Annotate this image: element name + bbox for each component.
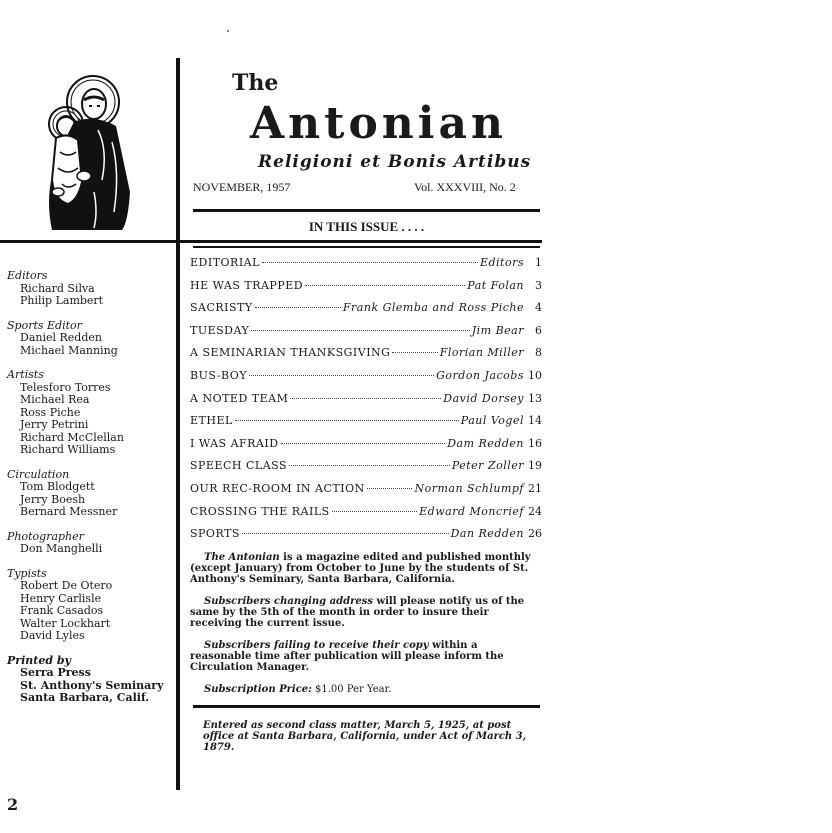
issue-rule-top [193, 209, 540, 212]
leader-dots [255, 307, 341, 308]
staff-name: Walter Lockhart [20, 616, 111, 630]
toc-page: 24 [528, 504, 542, 518]
toc-title: HE WAS TRAPPED [190, 278, 304, 292]
leader-dots [305, 285, 465, 286]
staff-role: Artists [7, 368, 44, 381]
note-emphasis: Subscription Price: [204, 684, 312, 695]
toc-author: Dan Redden [450, 527, 524, 541]
staff-sidebar [7, 270, 172, 717]
toc-author: Edward Moncrief [419, 504, 524, 518]
staff-name: Ross Piche [20, 405, 81, 419]
speck [227, 30, 229, 32]
note-text: will please notify us of the same by the 5th of the month in order to insure their receiving the current issue. [190, 596, 525, 629]
toc-title: I WAS AFRAID [190, 436, 279, 450]
toc-author: Dam Redden [447, 436, 524, 450]
staff-role: Sports Editor [7, 318, 82, 332]
staff-name: Philip Lambert [20, 294, 104, 307]
staff-name: David Lyles [20, 629, 85, 642]
leader-dots [290, 398, 441, 399]
staff-name: Daniel Redden [20, 331, 102, 344]
toc-author: Frank Glemba and Ross Piche [342, 301, 524, 315]
toc-entry [190, 482, 542, 505]
staff-name: Bernard Messner [20, 505, 118, 518]
toc-entry [190, 505, 542, 528]
entry-notice: Entered as second class matter, March 5, 1925, at post office at Santa Barbara, California, under Act of March 3, 1879. [203, 720, 527, 753]
toc-entry [190, 346, 542, 369]
staff-role: Photographer [7, 529, 84, 543]
staff-name: Richard McClellan [20, 430, 124, 444]
staff-role: Circulation [7, 467, 70, 481]
toc-page: 4 [535, 301, 542, 315]
staff-group-editors [7, 270, 172, 308]
note-missing-copy [190, 640, 542, 673]
toc-entry [190, 437, 542, 460]
staff-name: Richard Williams [20, 443, 116, 456]
masthead-motto: Religioni et Bonis Artibus [258, 152, 532, 172]
toc-author: Jim Bear [471, 323, 524, 337]
staff-name: St. Anthony's Seminary [20, 678, 164, 692]
toc-title: BUS-BOY [190, 368, 248, 382]
staff-name: Frank Casados [20, 604, 104, 617]
masthead-title: Antonian [250, 98, 508, 149]
toc-entry [190, 301, 542, 324]
note-text: is a magazine edited and published monthly (except January) from October to June by the students of St. Anthony's Seminary, Santa Barbara, California. [190, 552, 531, 585]
toc-page: 13 [528, 391, 542, 405]
toc-title: TUESDAY [190, 323, 250, 337]
staff-name: Robert De Otero [20, 579, 113, 592]
leader-dots [251, 330, 469, 331]
toc-title: SPEECH CLASS [190, 459, 288, 473]
staff-name: Jerry Petrini [20, 418, 89, 431]
toc-page: 16 [528, 436, 542, 450]
leader-dots [281, 443, 446, 444]
toc-title: SPORTS [190, 527, 240, 541]
toc-page: 21 [528, 481, 542, 495]
toc-page: 8 [535, 346, 542, 360]
table-of-contents [190, 256, 542, 550]
vertical-divider [176, 58, 180, 790]
toc-author: Editors [479, 256, 524, 269]
staff-role: Editors [7, 269, 48, 282]
issue-volume: Vol. XXXVIII, No. 2 [414, 180, 516, 194]
toc-page: 26 [528, 527, 542, 541]
staff-name: Richard Silva [20, 281, 95, 295]
toc-page: 3 [535, 278, 542, 292]
toc-title: A NOTED TEAM [190, 391, 289, 405]
staff-name: Michael Manning [20, 343, 118, 357]
leader-dots [367, 488, 413, 489]
staff-name: Don Manghelli [20, 542, 103, 555]
toc-entry [190, 256, 542, 279]
toc-title: SACRISTY [190, 301, 253, 315]
leader-dots [262, 262, 478, 263]
toc-page: 1 [535, 256, 542, 269]
masthead-the: The [232, 70, 279, 96]
note-price [190, 684, 542, 695]
toc-entry [190, 414, 542, 437]
note-emphasis: Subscribers changing address [204, 596, 374, 607]
staff-group-sports [7, 320, 172, 358]
publication-notes [190, 552, 542, 706]
toc-page: 19 [528, 459, 542, 473]
staff-name: Henry Carlisle [20, 591, 102, 605]
toc-author: David Dorsey [443, 391, 524, 405]
page-number: 2 [7, 795, 19, 814]
staff-group-artists [7, 369, 172, 457]
note-emphasis: Subscribers failing to receive their copy [204, 640, 429, 651]
toc-page: 14 [528, 414, 542, 428]
note-address [190, 596, 542, 629]
toc-entry [190, 324, 542, 347]
leader-dots [249, 375, 434, 376]
staff-name: Santa Barbara, Calif. [20, 691, 150, 704]
leader-dots [235, 420, 459, 421]
staff-name: Jerry Boesh [20, 492, 86, 506]
toc-author: Pat Folan [467, 278, 524, 292]
note-text: within a reasonable time after publication will please inform the Circulation Manager. [190, 640, 504, 673]
leader-dots [392, 352, 437, 353]
toc-author: Paul Vogel [460, 414, 524, 428]
staff-group-printer [7, 655, 172, 705]
in-this-issue-heading: IN THIS ISSUE . . . . [308, 219, 425, 234]
note-emphasis: The Antonian [204, 552, 280, 563]
staff-name: Michael Rea [20, 393, 90, 406]
toc-page: 10 [528, 368, 542, 382]
toc-title: EDITORIAL [190, 256, 260, 269]
leader-dots [289, 465, 450, 466]
toc-entry [190, 392, 542, 415]
staff-name: Serra Press [20, 666, 91, 679]
toc-title: ETHEL [190, 414, 233, 428]
toc-entry [190, 527, 542, 550]
horizontal-divider [0, 240, 542, 243]
toc-entry [190, 369, 542, 392]
note-text: $1.00 Per Year. [311, 684, 392, 695]
toc-author: Gordon Jacobs [436, 368, 524, 382]
staff-name: Tom Blodgett [20, 480, 95, 493]
toc-page: 6 [535, 323, 542, 337]
staff-role: Printed by [7, 653, 71, 667]
toc-author: Peter Zoller [451, 459, 524, 473]
toc-author: Florian Miller [439, 346, 524, 360]
toc-title: CROSSING THE RAILS [190, 504, 330, 518]
staff-name: Telesforo Torres [20, 380, 111, 394]
issue-date: NOVEMBER, 1957 [193, 180, 291, 194]
staff-role: Typists [7, 566, 47, 580]
saint-anthony-illustration [38, 72, 138, 232]
staff-group-photographer [7, 531, 172, 556]
staff-group-circulation [7, 469, 172, 519]
leader-dots [242, 533, 449, 534]
toc-entry [190, 279, 542, 302]
toc-title: A SEMINARIAN THANKSGIVING [190, 346, 391, 360]
toc-entry [190, 459, 542, 482]
toc-title: OUR REC-ROOM IN ACTION [190, 481, 365, 495]
toc-author: Norman Schlumpf [414, 481, 524, 495]
staff-group-typists [7, 568, 172, 643]
issue-rule-bottom [193, 246, 540, 248]
note-about [190, 552, 542, 585]
leader-dots [332, 511, 417, 512]
